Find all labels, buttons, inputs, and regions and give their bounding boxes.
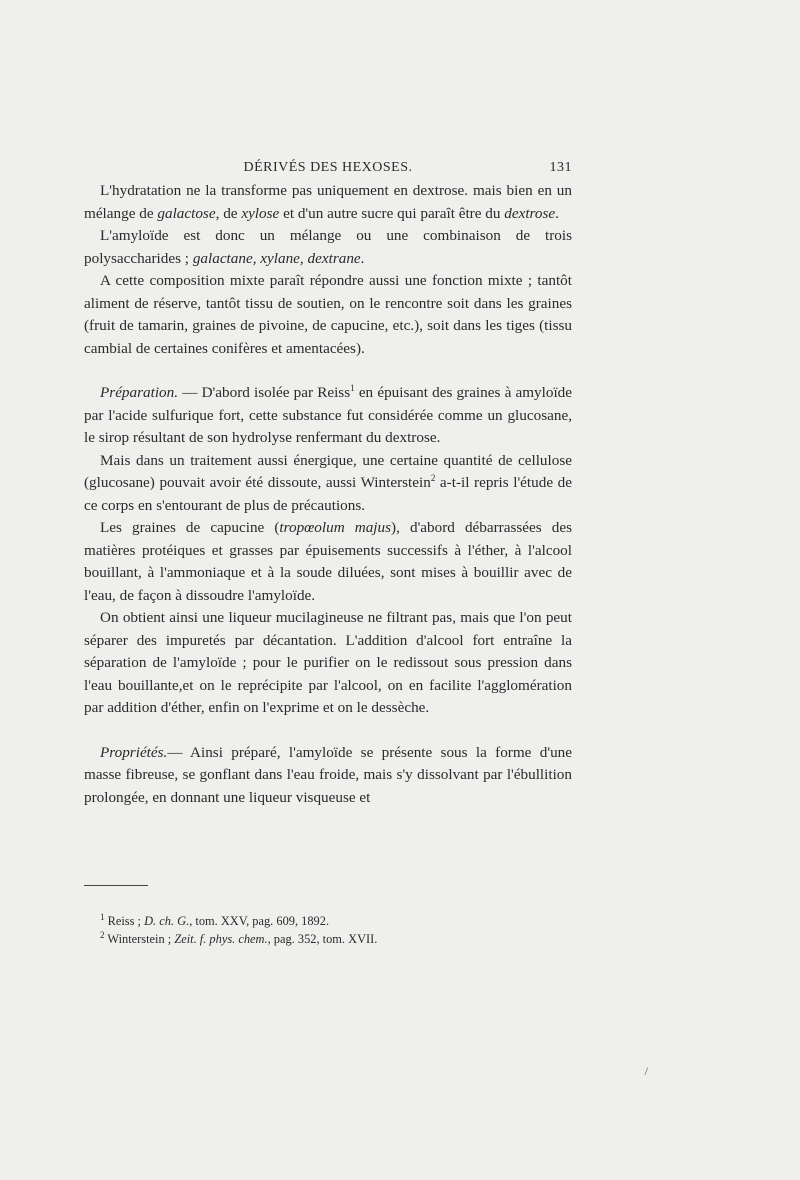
footnote-2 — [100, 930, 570, 948]
text-run: ), d'abord débarrassées des matières protéiques et grasses par épuisements successifs à l'éther, à l'alcool bouillant, à l'ammoniaque et à la soude diluées, sont mises à bouillir avec de l'eau, de façon à dissoudre l'amyloïde. — [84, 519, 572, 604]
text-run: en épuisant des graines à amyloïde par l'acide sulfurique fort, cette substance fut considérée comme un glucosane, le sirop résultant de son hydrolyse renfermant du dextrose. — [84, 384, 573, 446]
footnote-divider — [84, 885, 148, 886]
text-run: , pag. 352, tom. XVII. — [267, 932, 378, 946]
body-text — [84, 180, 572, 809]
text-run: . — [360, 249, 365, 267]
footnote-marker: 2 — [100, 929, 105, 940]
paragraph-hydratation — [84, 180, 572, 225]
text-run: — Ainsi préparé, l'amyloïde se présente sous la forme d'une masse fibreuse, se gonflant dans l'eau froide, mais s'y dissolvant par l'ébullition prolongée, en donnant une liqueur visqueuse et — [84, 743, 572, 806]
section-heading-preparation: Préparation. — [100, 384, 179, 401]
paragraph-liqueur: On obtient ainsi une liqueur mucilagineuse ne filtrant pas, mais que l'on peut séparer des impuretés par décantation. L'addition d'alcool fort entraîne la séparation de l'amyloïde ; pour le purifier on le redissout sous pression dans l'eau bouillante,et on le reprécipite par l'alcool, on en facilite l'agglomération par addition d'éther, enfin on l'exprime et on le dessèche. — [84, 609, 572, 716]
journal-title: D. ch. G. — [144, 914, 190, 928]
paragraph-composition: A cette composition mixte paraît répondre aussi une fonction mixte ; tantôt aliment de réserve, tantôt tissu de soutien, on le rencontre soit dans les graines (fruit de tamarin, graines de pivoine, de capucine, etc.), soit dans les tiges (tissu cambial de certaines conifères et amentacées). — [84, 272, 572, 357]
paragraph-proprietes — [84, 742, 572, 810]
term-list: galactane, xylane, dextrane — [192, 249, 361, 267]
text-run: Mais dans un traitement aussi énergique, une certaine quantité de cellulose (glucosane) pouvait avoir été dissoute, aussi Winterstein — [84, 451, 572, 491]
text-run: . — [555, 204, 559, 222]
paragraph-winterstein — [84, 450, 572, 518]
section-heading-proprietes: Propriétés. — [100, 743, 168, 761]
text-run: Reiss ; — [104, 914, 145, 928]
text-run: Winterstein ; — [104, 932, 175, 946]
text-run: et d'un autre sucre qui paraît être du — [279, 204, 505, 222]
text-run: a-t-il repris l'étude de ce corps en s'entourant de plus de précautions. — [84, 474, 572, 514]
term-galactose: galactose — [157, 204, 216, 222]
paragraph-polysaccharides — [84, 225, 572, 270]
text-run: , tom. XXV, pag. 609, 1892. — [189, 914, 330, 928]
page-number: 131 — [549, 160, 572, 175]
footnotes — [100, 912, 570, 948]
paragraph-capucine — [84, 517, 572, 607]
term-tropaeolum: tropœolum majus — [279, 519, 392, 536]
text-run: Les graines de capucine ( — [100, 519, 280, 536]
stray-mark: / — [644, 1064, 648, 1078]
text-run: — D'abord isolée par Reiss — [178, 384, 351, 401]
term-dextrose: dextrose — [504, 204, 556, 222]
footnote-marker: 1 — [100, 911, 105, 922]
footnote-ref-1: 1 — [350, 382, 355, 393]
page-header — [84, 160, 572, 178]
journal-title: Zeit. f. phys. chem. — [174, 932, 268, 946]
paragraph-preparation — [84, 382, 572, 450]
footnote-1 — [100, 912, 570, 930]
text-run: L'hydratation ne la transforme pas uniquement en dextrose. mais bien en un mélange de — [84, 182, 572, 222]
footnote-ref-2: 2 — [430, 472, 436, 483]
term-xylose: xylose — [241, 204, 280, 222]
text-run: L'amyloïde est donc un mélange ou une combinaison de trois polysaccharides ; — [84, 227, 572, 267]
text-run: , de — [215, 204, 242, 222]
running-title: DÉRIVÉS DES HEXOSES. — [243, 160, 413, 175]
